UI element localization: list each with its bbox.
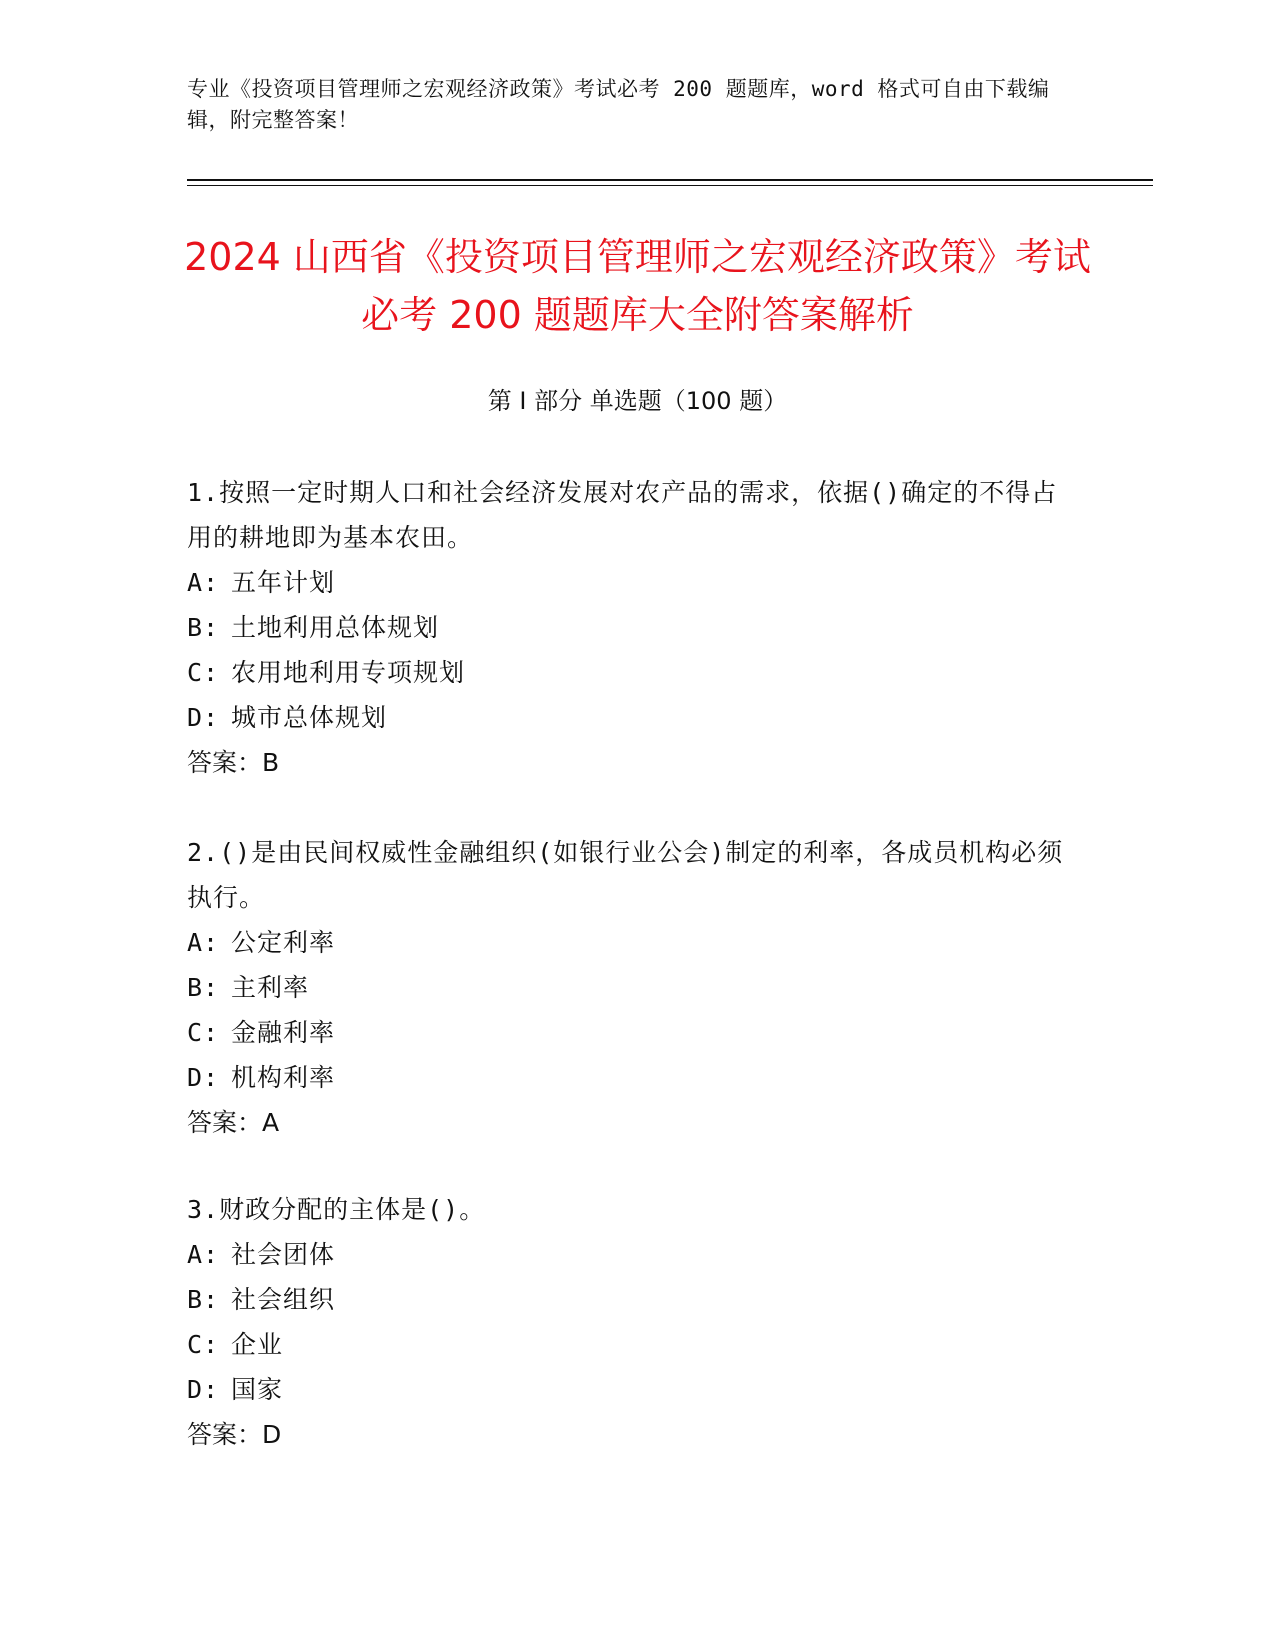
section-heading: 第 I 部分 单选题（100 题） — [487, 387, 788, 415]
option-text: 社会组织 — [231, 1285, 336, 1314]
option-letter: C: — [187, 658, 220, 687]
document-title: 2024 山西省《投资项目管理师之宏观经济政策》考试必考 200 题题库大全附答案解析 — [184, 235, 1091, 337]
answer-value: D — [262, 1420, 282, 1449]
question-2 — [187, 830, 1067, 1145]
option-letter: D: — [187, 1063, 220, 1092]
header-divider-thick — [187, 179, 1153, 181]
option-text: 企业 — [231, 1330, 284, 1359]
answer-line — [187, 740, 1067, 785]
answer-value: B — [262, 748, 280, 777]
answer-label: 答案： — [187, 1108, 263, 1137]
question-stem: 1.按照一定时期人口和社会经济发展对农产品的需求，依据()确定的不得占用的耕地即为基本农田。 — [187, 478, 1058, 552]
option-letter: B: — [187, 1285, 220, 1314]
option-d — [187, 1055, 1067, 1100]
option-letter: A: — [187, 1240, 220, 1269]
option-text: 土地利用总体规划 — [231, 613, 440, 642]
answer-label: 答案： — [187, 748, 263, 777]
question-stem: 3.财政分配的主体是()。 — [187, 1195, 486, 1224]
answer-line — [187, 1412, 1067, 1457]
question-1 — [187, 470, 1067, 785]
option-a — [187, 560, 1067, 605]
option-c — [187, 1322, 1067, 1367]
option-letter: A: — [187, 568, 220, 597]
option-b — [187, 605, 1067, 650]
option-b — [187, 1277, 1067, 1322]
answer-line — [187, 1100, 1067, 1145]
option-letter: B: — [187, 973, 220, 1002]
option-text: 五年计划 — [231, 568, 336, 597]
option-text: 公定利率 — [231, 928, 336, 957]
option-text: 国家 — [231, 1375, 284, 1404]
option-letter: A: — [187, 928, 220, 957]
option-letter: C: — [187, 1018, 220, 1047]
option-letter: B: — [187, 613, 220, 642]
option-d — [187, 1367, 1067, 1412]
option-a — [187, 1232, 1067, 1277]
option-text: 农用地利用专项规划 — [231, 658, 466, 687]
header-divider-thin — [187, 185, 1153, 186]
answer-label: 答案： — [187, 1420, 263, 1449]
question-stem: 2.()是由民间权威性金融组织(如银行业公会)制定的利率，各成员机构必须执行。 — [187, 838, 1064, 912]
option-text: 机构利率 — [231, 1063, 336, 1092]
option-text: 金融利率 — [231, 1018, 336, 1047]
option-text: 城市总体规划 — [231, 703, 388, 732]
option-letter: D: — [187, 1375, 220, 1404]
option-c — [187, 650, 1067, 695]
option-a — [187, 920, 1067, 965]
option-d — [187, 695, 1067, 740]
answer-value: A — [262, 1108, 280, 1137]
header-note: 专业《投资项目管理师之宏观经济政策》考试必考 200 题题库，word 格式可自由下载编辑，附完整答案！ — [187, 77, 1050, 132]
option-text: 社会团体 — [231, 1240, 336, 1269]
question-3 — [187, 1187, 1067, 1457]
option-b — [187, 965, 1067, 1010]
option-text: 主利率 — [231, 973, 310, 1002]
option-letter: D: — [187, 703, 220, 732]
option-letter: C: — [187, 1330, 220, 1359]
option-c — [187, 1010, 1067, 1055]
